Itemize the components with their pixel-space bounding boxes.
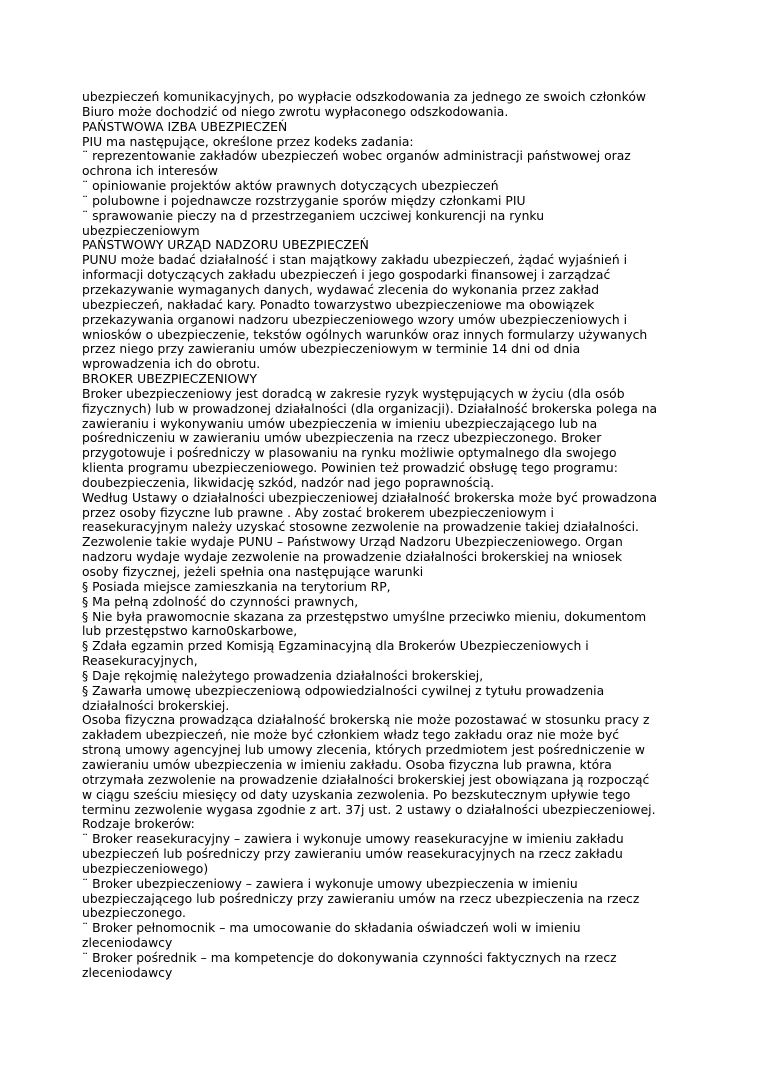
- text-line: zakładem ubezpieczeń, nie może być członkiem władz tego zakładu oraz nie może być: [82, 728, 620, 743]
- text-line: przez osoby fizyczne lub prawne . Aby zostać brokerem ubezpieczeniowym i: [82, 505, 554, 520]
- text-line: ¨ opiniowanie projektów aktów prawnych dotyczących ubezpieczeń: [82, 179, 499, 194]
- text-line: wniosków o ubezpieczenie, tekstów ogólnych warunków oraz innych formularzy używanych: [82, 327, 648, 342]
- text-line: przekazywania organowi nadzoru ubezpieczeniowego wzory umów ubezpieczeniowych i: [82, 312, 628, 327]
- text-line: ubezpieczającego lub pośredniczy przy zawieraniu umów na rzecz ubezpieczenia na rzecz: [82, 891, 640, 906]
- text-line: ubezpieczeniowym: [82, 223, 200, 238]
- text-line: § Ma pełną zdolność do czynności prawnych,: [82, 594, 359, 609]
- text-line: przygotowuje i pośredniczy w plasowaniu na rynku możliwie optymalnego dla swojego: [82, 446, 617, 461]
- text-line: § Posiada miejsce zamieszkania na terytorium RP,: [82, 579, 391, 594]
- text-line: informacji dotyczących zakładu ubezpieczeń i jego gospodarki finansowej i zarządzać: [82, 268, 611, 283]
- text-line: doubezpieczenia, likwidację szkód, nadzór nad jego poprawnością.: [82, 475, 495, 490]
- text-line: PUNU może badać działalność i stan majątkowy zakładu ubezpieczeń, żądać wyjaśnień i: [82, 253, 627, 268]
- text-line: PAŃSTWOWA IZBA UBEZPIECZEŃ: [82, 119, 288, 134]
- text-line: reasekuracyjnym należy uzyskać stosowne zezwolenie na prowadzenie takiej działalności.: [82, 520, 639, 535]
- text-line: PAŃSTWOWY URZĄD NADZORU UBEZPIECZEŃ: [82, 238, 369, 253]
- text-line: zawieraniu umów ubezpieczenia w imieniu zakładu. Osoba fizyczna lub prawna, która: [82, 757, 612, 772]
- text-line: klienta programu ubezpieczeniowego. Powinien też prowadzić obsługę tego programu:: [82, 461, 618, 476]
- text-line: ¨ Broker pełnomocnik – ma umocowanie do składania oświadczeń woli w imieniu: [82, 921, 581, 936]
- text-line: ochrona ich interesów: [82, 164, 218, 179]
- text-line: ubezpieczeń komunikacyjnych, po wypłacie odszkodowania za jednego ze swoich członków: [82, 90, 646, 104]
- text-line: nadzoru wydaje wydaje zezwolenie na prowadzenie działalności brokerskiej na wniosek: [82, 550, 623, 565]
- text-line: ¨ sprawowanie pieczy na d przestrzeganiem uczciwej konkurencji na rynku: [82, 208, 545, 223]
- text-line: stroną umowy agencyjnej lub umowy zlecenia, których przedmiotem jest pośredniczenie w: [82, 743, 645, 758]
- text-line: PIU ma następujące, określone przez kodeks zadania:: [82, 134, 414, 149]
- text-line: ubezpieczeń lub pośredniczy przy zawieraniu umów reasekuracyjnych na rzecz zakładu: [82, 847, 623, 862]
- text-line: Reasekuracyjnych,: [82, 654, 198, 669]
- text-line: Biuro może dochodzić od niego zwrotu wypłaconego odszkodowania.: [82, 104, 509, 119]
- text-line: ubezpieczonego.: [82, 906, 186, 921]
- text-line: Rodzaje brokerów:: [82, 817, 195, 832]
- text-line: ¨ polubowne i pojednawcze rozstrzyganie sporów między członkami PIU: [82, 193, 526, 208]
- text-line: przekazywanie wymaganych danych, wydawać zlecenia do wykonania przez zakład: [82, 282, 600, 297]
- text-line: Osoba fizyczna prowadząca działalność brokerską nie może pozostawać w stosunku pracy z: [82, 713, 650, 728]
- text-line: lub przestępstwo karno0skarbowe,: [82, 624, 298, 639]
- text-line: w ciągu sześciu miesięcy od daty uzyskania zezwolenia. Po bezskutecznym upływie tego: [82, 787, 631, 802]
- text-line: osoby fizycznej, jeżeli spełnia ona następujące warunki: [82, 565, 424, 579]
- text-line: fizycznych) lub w prowadzonej działalności (dla organizacji). Działalność brokerska polega na: [82, 401, 658, 416]
- text-line: ubezpieczeń, nakładać kary. Ponadto towarzystwo ubezpieczeniowe ma obowiązek: [82, 297, 595, 312]
- text-line: przez niego przy zawieraniu umów ubezpieczeniowym w terminie 14 dni od dnia: [82, 342, 581, 357]
- text-line: terminu zezwolenie wygasa zgodnie z art. 37j ust. 2 ustawy o działalności ubezpieczeniowej.: [82, 802, 656, 817]
- text-line: § Daje rękojmię należytego prowadzenia działalności brokerskiej,: [82, 668, 484, 683]
- text-line: ubezpieczeniowego): [82, 861, 209, 876]
- text-line: działalności brokerskiej.: [82, 698, 230, 713]
- text-line: ¨ Broker ubezpieczeniowy – zawiera i wykonuje umowy ubezpieczenia w imieniu: [82, 876, 578, 891]
- text-line: § Zawarła umowę ubezpieczeniową odpowiedzialności cywilnej z tytułu prowadzenia: [82, 683, 605, 698]
- text-line: zleceniodawcy: [82, 936, 173, 951]
- text-line: § Nie była prawomocnie skazana za przestępstwo umyślne przeciwko mieniu, dokumentom: [82, 609, 647, 624]
- text-line: wprowadzenia ich do obrotu.: [82, 357, 261, 372]
- text-line: § Zdała egzamin przed Komisją Egzaminacyjną dla Brokerów Ubezpieczeniowych i: [82, 639, 589, 654]
- text-line: BROKER UBEZPIECZENIOWY: [82, 372, 258, 387]
- text-line: Broker ubezpieczeniowy jest doradcą w zakresie ryzyk występujących w życiu (dla osób: [82, 386, 625, 401]
- text-line: zleceniodawcy: [82, 965, 173, 980]
- text-line: ¨ Broker pośrednik – ma kompetencje do dokonywania czynności faktycznych na rzecz: [82, 950, 617, 965]
- document-page: [82, 90, 682, 981]
- text-line: zawieraniu i wykonywaniu umów ubezpieczenia w imieniu ubezpieczającego lub na: [82, 416, 598, 431]
- text-line: otrzymała zezwolenie na prowadzenie działalności brokerskiej jest obowiązana ją rozpocząć: [82, 772, 650, 787]
- text-line: pośredniczeniu w zawieraniu umów ubezpieczenia na rzecz ubezpieczonego. Broker: [82, 431, 602, 446]
- text-line: Zezwolenie takie wydaje PUNU – Państwowy Urząd Nadzoru Ubezpieczeniowego. Organ: [82, 535, 623, 550]
- text-line: Według Ustawy o działalności ubezpieczeniowej działalność brokerska może być prowadzona: [82, 490, 658, 505]
- text-line: ¨ reprezentowanie zakładów ubezpieczeń wobec organów administracji państwowej oraz: [82, 149, 631, 164]
- text-line: ¨ Broker reasekuracyjny – zawiera i wykonuje umowy reasekuracyjne w imieniu zakładu: [82, 832, 624, 847]
